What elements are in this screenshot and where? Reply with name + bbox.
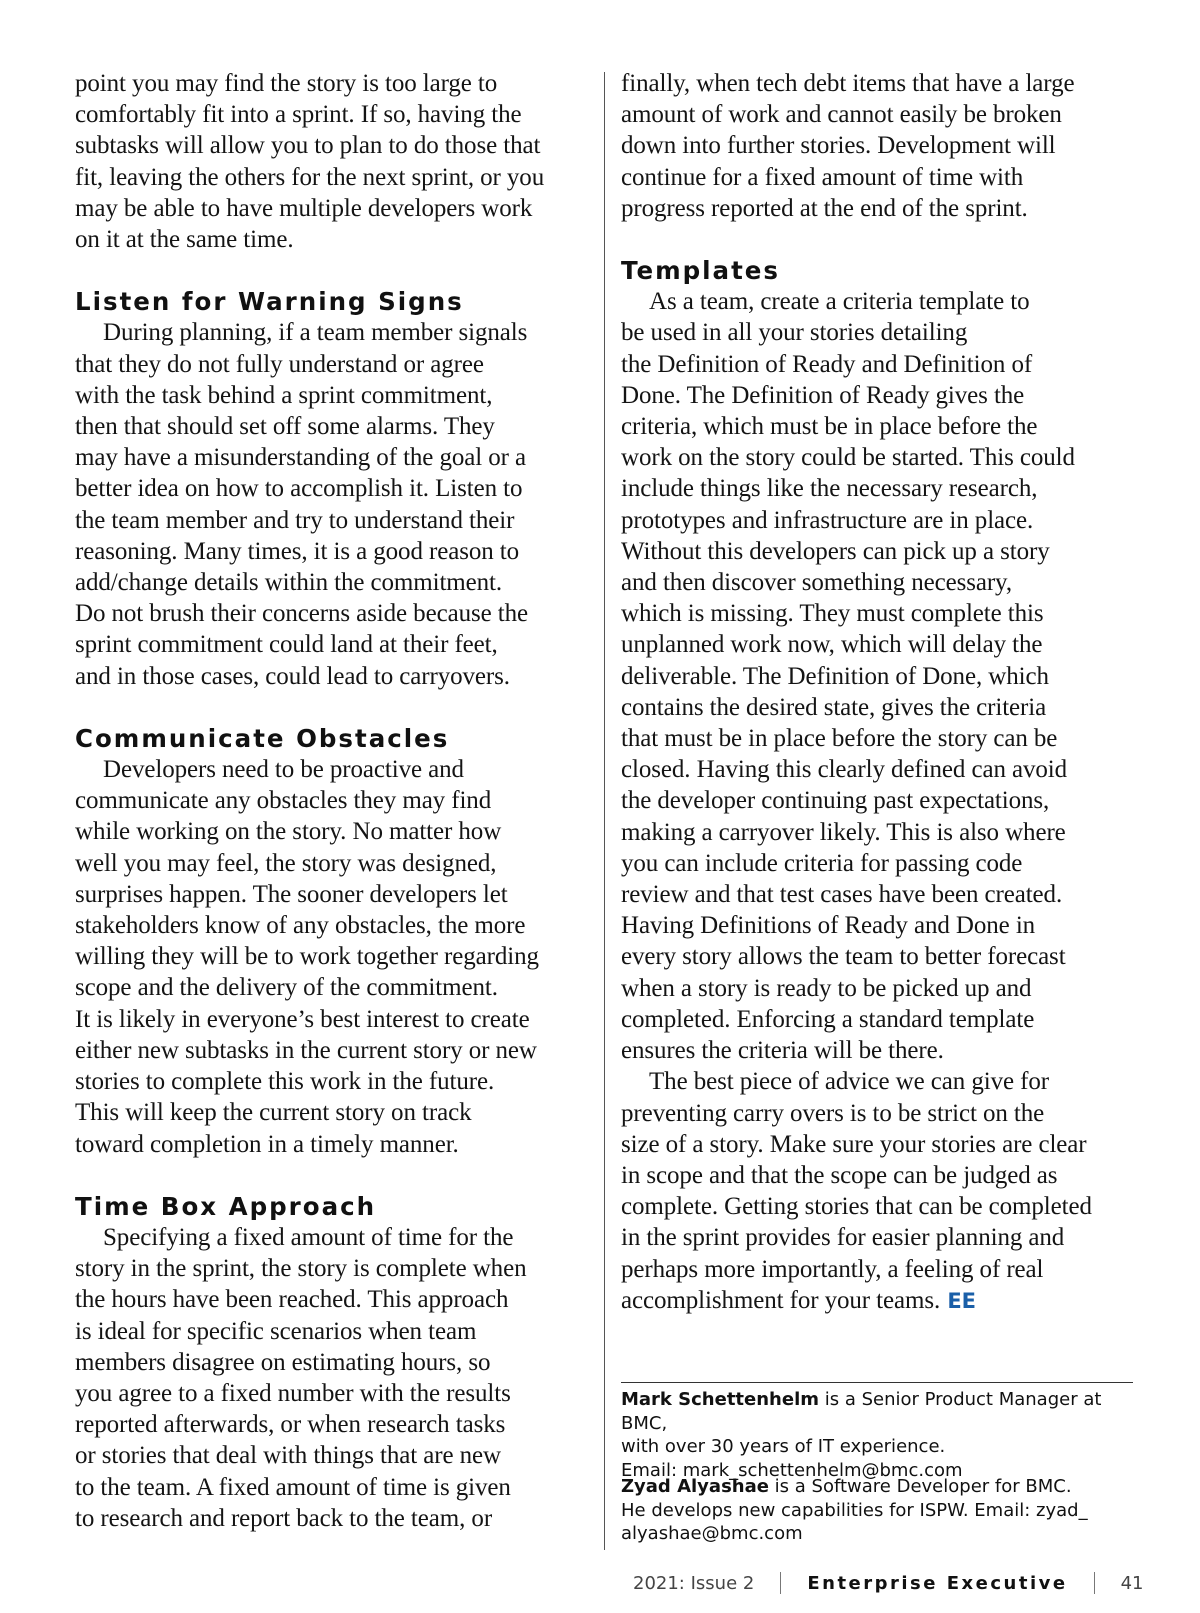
author-role: is a Software Developer for BMC. — [768, 1476, 1072, 1497]
author-bio-line: with over 30 years of IT experience. — [621, 1436, 946, 1457]
text-line: when a story is ready to be picked up and — [621, 974, 1032, 1002]
author-bio-mark — [621, 1388, 1141, 1482]
text-line: is ideal for specific scenarios when team — [75, 1317, 477, 1345]
bio-divider — [621, 1382, 1133, 1383]
section-heading-time-box: Time Box Approach — [75, 1191, 377, 1221]
text-line: to research and report back to the team, or — [75, 1504, 493, 1532]
text-line: well you may feel, the story was designed, — [75, 849, 497, 877]
warning-signs-paragraph — [75, 317, 575, 691]
left-column — [75, 68, 575, 1534]
text-line: willing they will be to work together regarding — [75, 943, 539, 971]
end-mark-logo: EE — [940, 1288, 976, 1313]
text-line: making a carryover likely. This is also where — [621, 818, 1066, 846]
templates-paragraph-2 — [621, 1066, 1135, 1317]
text-line: criteria, which must be in place before the — [621, 413, 1038, 441]
text-line: It is likely in everyone’s best interest to create — [75, 1005, 530, 1033]
text-line: deliverable. The Definition of Done, which — [621, 662, 1049, 690]
text-line: down into further stories. Development will — [621, 132, 1056, 160]
section-heading-warning-signs: Listen for Warning Signs — [75, 287, 464, 317]
text-line: be used in all your stories detailing — [621, 319, 968, 347]
author-email: alyashae@bmc.com — [621, 1523, 803, 1544]
author-bio-zyad — [621, 1475, 1141, 1546]
text-line: complete. Getting stories that can be completed — [621, 1193, 1092, 1221]
text-line: sprint commitment could land at their feet, — [75, 631, 498, 659]
text-line: Developers need to be proactive and — [103, 756, 464, 784]
text-line: add/change details within the commitment. — [75, 569, 503, 597]
page-number: 41 — [1120, 1572, 1144, 1594]
text-line: amount of work and cannot easily be broken — [621, 101, 1062, 129]
text-line: the hours have been reached. This approach — [75, 1286, 509, 1314]
text-line: This will keep the current story on track — [75, 1099, 472, 1127]
time-box-paragraph — [75, 1222, 575, 1534]
text-line: the developer continuing past expectations, — [621, 787, 1050, 815]
text-line: finally, when tech debt items that have a large — [621, 70, 1075, 97]
text-line: size of a story. Make sure your stories are clear — [621, 1130, 1087, 1158]
text-line: you can include criteria for passing code — [621, 849, 1023, 877]
author-bio-line: He develops new capabilities for ISPW. Email: zyad_ — [621, 1499, 1088, 1521]
text-line: As a team, create a criteria template to — [649, 288, 1030, 316]
text-line: Do not brush their concerns aside because the — [75, 600, 528, 628]
text-line: in the sprint provides for easier planning and — [621, 1224, 1065, 1252]
text-line: the Definition of Ready and Definition of — [621, 350, 1033, 378]
text-line: may have a misunderstanding of the goal or a — [75, 444, 527, 472]
text-line: reasoning. Many times, it is a good reason to — [75, 537, 520, 565]
text-line: and in those cases, could lead to carryovers. — [75, 662, 510, 690]
text-line: progress reported at the end of the sprint. — [621, 194, 1028, 222]
text-line: unplanned work now, which will delay the — [621, 631, 1043, 659]
text-line: then that should set off some alarms. They — [75, 413, 495, 441]
text-line: comfortably fit into a sprint. If so, having the — [75, 101, 522, 129]
text-line: stories to complete this work in the future. — [75, 1068, 495, 1096]
text-line: on it at the same time. — [75, 226, 294, 254]
text-line: or stories that deal with things that are new — [75, 1442, 501, 1470]
text-line: stakeholders know of any obstacles, the more — [75, 912, 526, 940]
text-line: that must be in place before the story can be — [621, 725, 1058, 753]
text-line: to the team. A fixed amount of time is given — [75, 1473, 511, 1501]
text-line: prototypes and infrastructure are in place. — [621, 506, 1034, 534]
text-line: During planning, if a team member signals — [103, 319, 528, 347]
text-line: either new subtasks in the current story or new — [75, 1036, 537, 1064]
text-line: Having Definitions of Ready and Done in — [621, 912, 1036, 940]
issue-label: 2021: Issue 2 — [633, 1572, 755, 1594]
text-line: toward completion in a timely manner. — [75, 1130, 459, 1158]
text-line: you agree to a fixed number with the results — [75, 1379, 511, 1407]
text-line: The best piece of advice we can give for — [649, 1068, 1049, 1096]
text-line: the team member and try to understand their — [75, 506, 515, 534]
author-name: Zyad Alyashae — [621, 1476, 769, 1497]
text-line: fit, leaving the others for the next sprint, or you — [75, 163, 545, 191]
communicate-obstacles-paragraph — [75, 754, 575, 1160]
text-line: and then discover something necessary, — [621, 569, 1012, 597]
text-line: preventing carry overs is to be strict on the — [621, 1099, 1045, 1127]
intro-paragraph — [75, 68, 575, 255]
text-line: while working on the story. No matter how — [75, 818, 502, 846]
section-heading-communicate-obstacles: Communicate Obstacles — [75, 723, 450, 753]
text-line: which is missing. They must complete this — [621, 600, 1044, 628]
text-line: better idea on how to accomplish it. Listen to — [75, 475, 523, 503]
footer-separator — [1094, 1572, 1095, 1594]
publication-name: Enterprise Executive — [807, 1572, 1068, 1594]
continuation-paragraph — [621, 68, 1135, 224]
text-line: point you may find the story is too large to — [75, 70, 498, 97]
text-line: review and that test cases have been created. — [621, 881, 1063, 909]
text-line: communicate any obstacles they may find — [75, 787, 492, 815]
text-line: every story allows the team to better forecast — [621, 943, 1066, 971]
author-name: Mark Schettenhelm — [621, 1389, 820, 1410]
text-line: surprises happen. The sooner developers let — [75, 880, 508, 908]
text-line: closed. Having this clearly defined can avoid — [621, 756, 1068, 784]
text-line: work on the story could be started. This could — [621, 444, 1075, 472]
text-line: in scope and that the scope can be judged as — [621, 1161, 1058, 1189]
author-email: Email: mark_schettenhelm@bmc.com — [621, 1459, 963, 1481]
author-role: is a Senior Product Manager at BMC, — [621, 1389, 1102, 1434]
text-line: may be able to have multiple developers work — [75, 194, 533, 222]
text-line: subtasks will allow you to plan to do those that — [75, 132, 541, 160]
column-divider — [604, 72, 605, 1550]
footer-separator — [780, 1572, 781, 1594]
text-line: continue for a fixed amount of time with — [621, 163, 1024, 191]
text-line: members disagree on estimating hours, so — [75, 1348, 491, 1376]
right-column — [621, 68, 1135, 1317]
text-line: story in the sprint, the story is complete when — [75, 1255, 527, 1283]
text-line: perhaps more importantly, a feeling of real — [621, 1255, 1044, 1283]
text-line: include things like the necessary research, — [621, 475, 1038, 503]
page-footer — [633, 1572, 1143, 1594]
text-line: that they do not fully understand or agree — [75, 350, 484, 378]
text-line: accomplishment for your teams. EE — [621, 1286, 976, 1314]
text-line: Done. The Definition of Ready gives the — [621, 381, 1025, 409]
templates-paragraph-1 — [621, 286, 1135, 1066]
text-line: with the task behind a sprint commitment, — [75, 381, 493, 409]
text-line: completed. Enforcing a standard template — [621, 1005, 1035, 1033]
text-line: contains the desired state, gives the criteria — [621, 693, 1047, 721]
text-line: scope and the delivery of the commitment. — [75, 974, 498, 1002]
text-line: ensures the criteria will be there. — [621, 1037, 944, 1065]
text-line: Specifying a fixed amount of time for the — [103, 1223, 514, 1251]
text-line: Without this developers can pick up a story — [621, 537, 1050, 565]
text-line: reported afterwards, or when research tasks — [75, 1411, 506, 1439]
section-heading-templates: Templates — [621, 256, 780, 286]
